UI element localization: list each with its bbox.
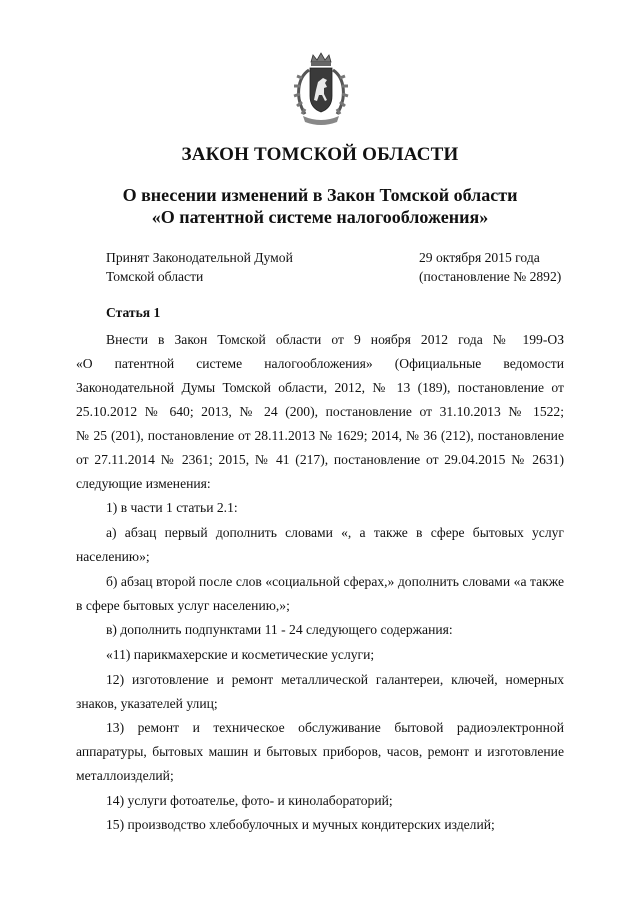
body-line: 13) ремонт и техническое обслуживание бытовой радиоэлектронной [106,720,564,735]
law-subtitle-line-1: О внесении изменений в Закон Томской области [122,185,518,205]
tomsk-oblast-coat-of-arms-icon [291,52,351,126]
body-line: аппаратуры, бытовых машин и бытовых приборов, часов, ремонт и изготовление [76,744,564,759]
body-line: металлоизделий; [76,768,174,783]
body-line: знаков, указателей улиц; [76,696,218,711]
adoption-date-line-1: 29 октября 2015 года [419,250,540,265]
body-line: Внести в Закон Томской области от 9 ноября 2012 года № 199-ОЗ [106,332,564,347]
body-line: № 25 (201), постановление от 28.11.2013 № 1629; 2014, № 36 (212), постановление [76,428,564,443]
body-line: следующие изменения: [76,476,211,491]
body-line: Законодательной Думы Томской области, 2012, № 13 (189), постановление от [76,380,564,395]
article-heading: Статья 1 [106,305,161,320]
adoption-body-line-1: Принят Законодательной Думой [106,250,293,265]
law-title: ЗАКОН ТОМСКОЙ ОБЛАСТИ [181,144,459,165]
body-line: 14) услуги фотоателье, фото- и кинолабораторий; [106,793,393,808]
body-line: от 27.11.2014 № 2361; 2015, № 41 (217), постановление от 29.04.2015 № 2631) [76,452,564,467]
body-line: в сфере бытовых услуг населению,»; [76,598,290,613]
adoption-date [419,248,561,286]
body-line: населению»; [76,549,150,564]
body-line: а) абзац первый дополнить словами «, а также в сфере бытовых услуг [106,525,564,540]
law-subtitle-line-2: «О патентной системе налогообложения» [151,207,489,227]
adoption-resolution-line: (постановление № 2892) [419,269,562,284]
adoption-body [106,248,293,286]
body-line: в) дополнить подпунктами 11 - 24 следующего содержания: [106,622,453,637]
adoption-body-line-2: Томской области [106,269,204,284]
body-line: «11) парикмахерские и косметические услуги; [106,647,375,662]
body-line: 25.10.2012 № 640; 2013, № 24 (200), постановление от 31.10.2013 № 1522; [76,404,564,419]
body-line: 1) в части 1 статьи 2.1: [106,500,238,515]
body-line: б) абзац второй после слов «социальной сферах,» дополнить словами «а также [106,574,564,589]
body-line: «О патентной системе налогообложения» (Официальные ведомости [76,356,564,371]
body-line: 15) производство хлебобулочных и мучных кондитерских изделий; [106,817,495,832]
body-line: 12) изготовление и ремонт металлической галантереи, ключей, номерных [106,672,564,687]
